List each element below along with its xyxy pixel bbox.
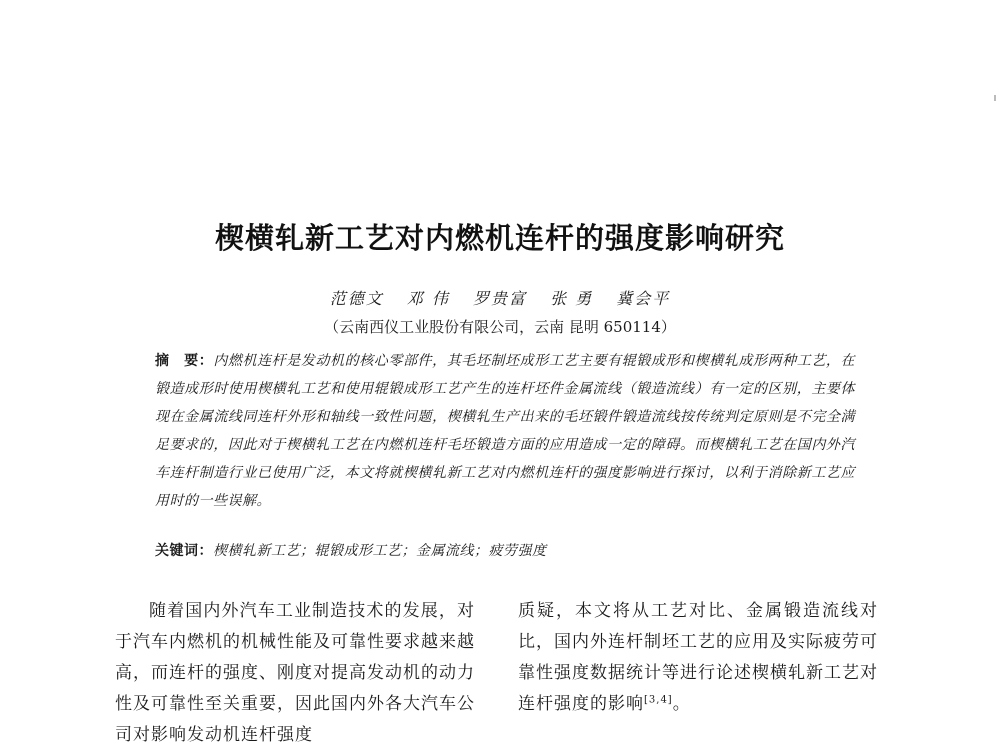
body-right-text: 质疑，本文将从工艺对比、金属锻造流线对比，国内外连杆制坯工艺的应用及实际疲劳可靠性强度数据统计等进行论述楔横轧新工艺对连杆强度的影响 bbox=[518, 601, 878, 714]
author-name: 冀会平 bbox=[616, 289, 671, 308]
body-right-end: 。 bbox=[672, 694, 691, 714]
abstract-label: 摘 要： bbox=[155, 353, 214, 369]
author-name: 罗贵富 bbox=[472, 289, 527, 308]
paper-title: 楔横轧新工艺对内燃机连杆的强度影响研究 bbox=[214, 221, 785, 255]
affiliation: （云南西仪工业股份有限公司，云南 昆明 650114） bbox=[324, 318, 676, 336]
keywords-label: 关键词： bbox=[155, 543, 213, 559]
abstract bbox=[155, 347, 855, 515]
author-name: 张 勇 bbox=[550, 289, 594, 308]
keywords-text: 楔横轧新工艺；辊锻成形工艺；金属流线；疲劳强度 bbox=[213, 543, 547, 559]
body-column-right bbox=[518, 596, 878, 720]
author-name: 邓 伟 bbox=[406, 289, 450, 308]
citation-ref: [3,4] bbox=[644, 694, 673, 706]
keywords bbox=[155, 540, 855, 560]
abstract-text: 内燃机连杆是发动机的核心零部件，其毛坯制坯成形工艺主要有辊锻成形和楔横轧成形两种工艺，在锻造成形时使用楔横轧工艺和使用辊锻成形工艺产生的连杆坯件金属流线（锻造流线）有一定的区别，主要体现在金属流线同连杆外形和轴线一致性问题，楔横轧生产出来的毛坯锻件锻造流线按传统判定原则是不完全满足要求的，因此对于楔横轧工艺在内燃机连杆毛坯锻造方面的应用造成一定的障碍。而楔横轧工艺在国内外汽车连杆制造行业已使用广泛，本文将就楔横轧新工艺对内燃机连杆的强度影响进行探讨，以利于消除新工艺应用时的一些误解。 bbox=[155, 353, 856, 509]
margin-mark bbox=[994, 95, 996, 101]
author-name: 范德文 bbox=[329, 289, 384, 308]
body-column-left: 随着国内外汽车工业制造技术的发展，对于汽车内燃机的机械性能及可靠性要求越来越高，而连杆的强度、刚度对提高发动机的动力性及可靠性至关重要，因此国内外各大汽车公司对影响发动机连杆强度 bbox=[115, 601, 475, 745]
author-list bbox=[0, 286, 1000, 309]
